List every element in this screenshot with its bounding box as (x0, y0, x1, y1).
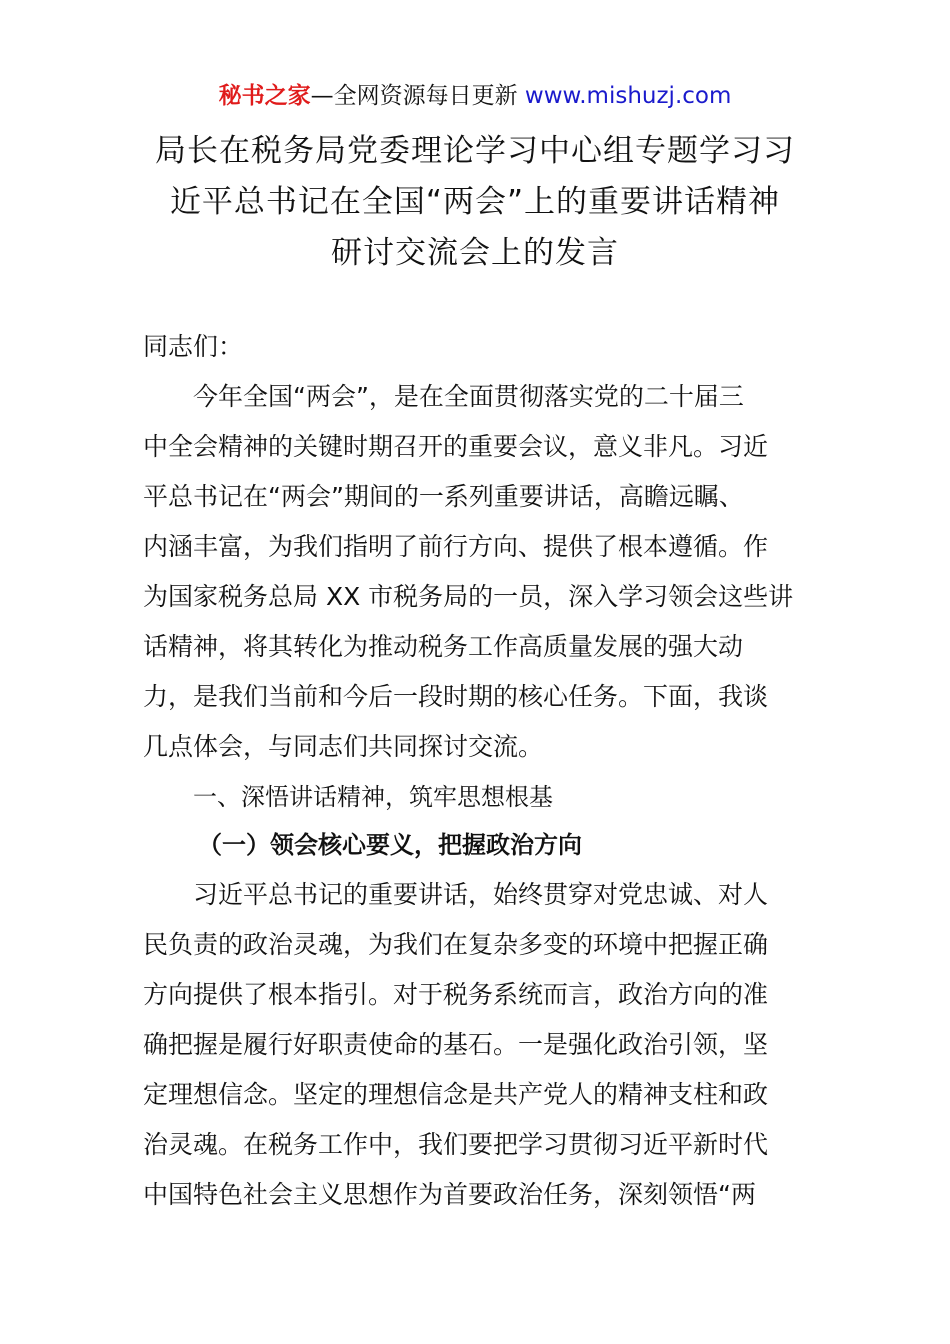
paragraph-line: 平总书记在“两会”期间的一系列重要讲话，高瞻远瞩、 (143, 482, 744, 511)
document-title (140, 126, 810, 279)
title-line: 局长在税务局党委理论学习中心组专题学习习 (155, 133, 795, 169)
paragraph-line: 今年全国“两会”，是在全面贯彻落实党的二十届三 (143, 382, 744, 411)
paragraph-line: 几点体会，与同志们共同探讨交流。 (143, 732, 544, 761)
paragraph-line: 方向提供了根本指引。对于税务系统而言，政治方向的准 (143, 980, 769, 1009)
intro-paragraph (143, 372, 807, 772)
banner-tagline: —全网资源每日更新 (310, 83, 525, 109)
paragraph-line: 内涵丰富，为我们指明了前行方向、提供了根本遵循。作 (143, 532, 769, 561)
salutation-text: 同志们： (143, 332, 244, 361)
title-line: 研讨交流会上的发言 (331, 235, 619, 271)
paragraph-line: 中全会精神的关键时期召开的重要会议，意义非凡。习近 (143, 432, 769, 461)
paragraph-line: 中国特色社会主义思想作为首要政治任务，深刻领悟“两 (143, 1180, 756, 1209)
paragraph-line: 力，是我们当前和今后一段时期的核心任务。下面，我谈 (143, 682, 769, 711)
paragraph-line: 治灵魂。在税务工作中，我们要把学习贯彻习近平新时代 (143, 1130, 769, 1159)
section-heading: 一、深悟讲话精神，筑牢思想根基 (193, 783, 553, 811)
banner-url-link[interactable]: www.mishuzj.com (524, 83, 732, 109)
banner-brand: 秘书之家 (218, 83, 311, 109)
subsection-heading: （一）领会核心要义，把握政治方向 (198, 831, 582, 859)
paragraph-line: 话精神，将其转化为推动税务工作高质量发展的强大动 (143, 632, 744, 661)
site-banner (0, 80, 950, 112)
title-line: 近平总书记在全国“两会”上的重要讲话精神 (169, 184, 781, 220)
body-paragraph (143, 870, 807, 1220)
paragraph-line: 习近平总书记的重要讲话，始终贯穿对党忠诚、对人 (143, 880, 769, 909)
paragraph-line: 确把握是履行好职责使命的基石。一是强化政治引领，坚 (143, 1030, 769, 1059)
paragraph-line: 民负责的政治灵魂，为我们在复杂多变的环境中把握正确 (143, 930, 769, 959)
paragraph-line: 为国家税务总局 XX 市税务局的一员，深入学习领会这些讲 (143, 582, 794, 611)
paragraph-line: 定理想信念。坚定的理想信念是共产党人的精神支柱和政 (143, 1080, 769, 1109)
salutation (143, 322, 807, 372)
